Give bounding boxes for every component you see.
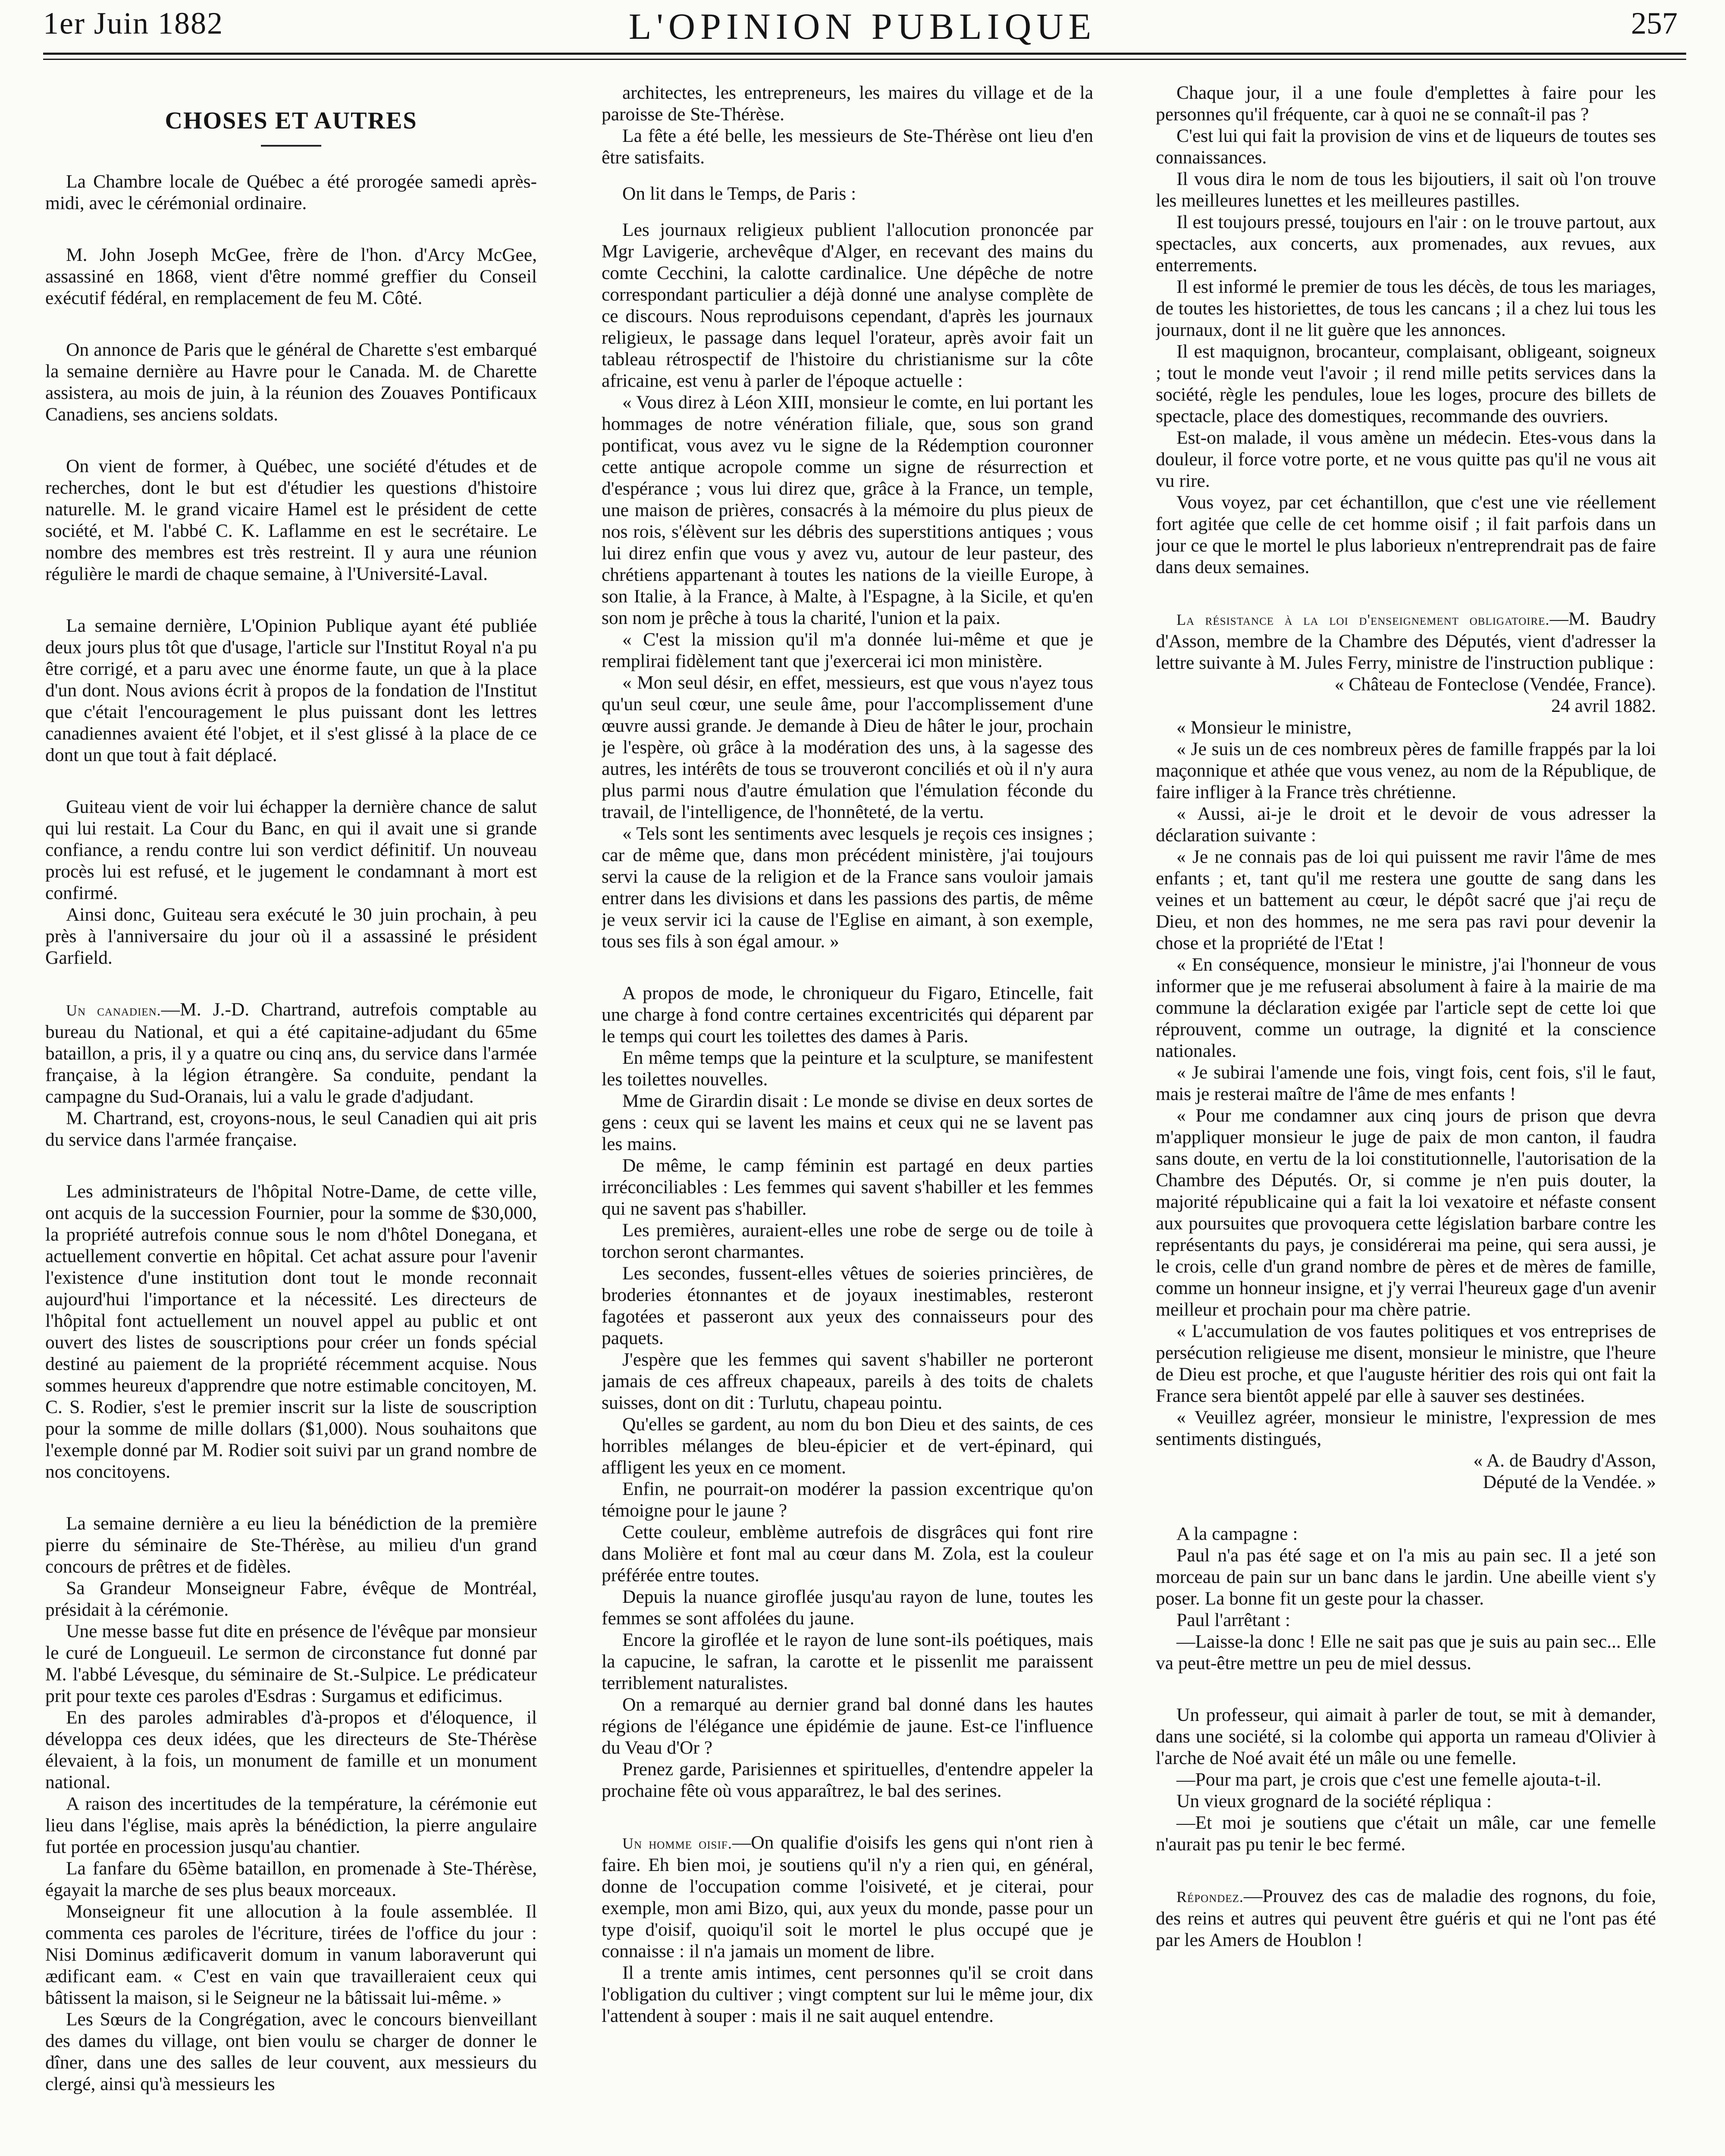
paragraph: La semaine dernière a eu lieu la bénédiction de la première pierre du séminaire de Ste-Thérèse, au milieu d'un grand concours de prêtres et de fidèles.: [45, 1513, 537, 1577]
paragraph: J'espère que les femmes qui savent s'habiller ne porteront jamais de ces affreux chapeaux, pareils à des toits de chalets suisses, dont on dit : Turlutu, chapeau pointu.: [602, 1349, 1093, 1413]
paragraph: Cette couleur, emblème autrefois de disgrâces qui font rire dans Molière et font mal au cœur dans M. Zola, est la couleur préférée entre toutes.: [602, 1522, 1093, 1586]
paragraph: Un professeur, qui aimait à parler de tout, se mit à demander, dans une société, si la colombe qui apporta un rameau d'Olivier à l'arche de Noé avait été un mâle ou une femelle.: [1156, 1705, 1656, 1768]
paragraph: Il est toujours pressé, toujours en l'air : on le trouve partout, aux spectacles, aux concerts, aux promenades, aux revues, aux enterrements.: [1156, 212, 1656, 276]
paragraph: Chaque jour, il a une foule d'emplettes à faire pour les personnes qu'il fréquente, car à quoi ne se connaît-il pas ?: [1156, 82, 1656, 125]
paragraph: On a remarqué au dernier grand bal donné dans les hautes régions de l'élégance une épidémie de jaune. Est-ce l'influence du Veau d'Or ?: [602, 1694, 1093, 1758]
letter-date: 24 avril 1882.: [1551, 696, 1656, 716]
paragraph: Il vous dira le nom de tous les bijoutiers, il sait où l'on trouve les meilleures lunettes et les meilleures pastilles.: [1156, 169, 1656, 211]
paragraph: En des paroles admirables d'à-propos et d'éloquence, il développa ces deux idées, que les directeurs de Ste-Thérèse élevaient, à la fois, un monument de famille et un monument national.: [45, 1707, 537, 1792]
news-item: [1156, 608, 1656, 674]
paragraph: « Aussi, ai-je le droit et le devoir de vous adresser la déclaration suivante :: [1156, 803, 1656, 846]
paragraph: « Pour me condamner aux cinq jours de prison que devra m'appliquer monsieur le juge de paix de mon canton, il faudra sans doute, en vertu de la loi constitutionnelle, l'autorisation de la Chambre des Députés. Or, si comme je n'en puis douter, la majorité républicaine qui a fait la loi vexatoire et néfaste consent aux poursuites que provoquera cette législation barbare contre les représentants du pays, je considérerai ma peine, qui sera aussi, je le crois, celle d'un grand nombre de pères et de mères de famille, comme un honneur insigne, et j'y verrai l'heureux gage d'un avenir meilleur et prochain pour ma chère patrie.: [1156, 1105, 1656, 1320]
paragraph: La fête a été belle, les messieurs de Ste-Thérèse ont lieu d'en être satisfaits.: [602, 125, 1093, 168]
paragraph: Encore la giroflée et le rayon de lune sont-ils poétiques, mais la capucine, le safran, la carotte et le pissenlit me paraissent terriblement naturalistes.: [602, 1630, 1093, 1693]
paragraph: M. John Joseph McGee, frère de l'hon. d'Arcy McGee, assassiné en 1868, vient d'être nommé greffier du Conseil exécutif fédéral, en remplacement de feu M. Côté.: [45, 244, 537, 308]
paragraph: Une messe basse fut dite en présence de l'évêque par monsieur le curé de Longueuil. Le sermon de circonstance fut donné par M. l'abbé Lévesque, du séminaire de St.-Sulpice. Le prédicateur prit pour texte ces paroles d'Esdras : Surgamus et edificimus.: [45, 1621, 537, 1706]
paragraph: Les premières, auraient-elles une robe de serge ou de toile à torchon seront charmantes.: [602, 1220, 1093, 1262]
paragraph: « Mon seul désir, en effet, messieurs, est que vous n'ayez tous qu'un seul cœur, une seule âme, pour l'accomplissement d'une œuvre aussi grande. Je demande à Dieu de hâter le jour, prochain je l'espère, où grâce à la modération des uns, à la sagesse des autres, les intérêts de tous se trouveront conciliés et où il n'y aura plus parmi nous d'autre émulation que l'émulation féconde du travail, de l'intelligence, de l'honnêteté, de la vertu.: [602, 672, 1093, 822]
paragraph: « L'accumulation de vos fautes politiques et vos entreprises de persécution religieuse me disent, monsieur le ministre, que l'heure de Dieu est proche, et que l'auguste héritier des rois qui ont fait la France sera bientôt appelé par elle à sauver ses destinées.: [1156, 1321, 1656, 1406]
paragraph: Prenez garde, Parisiennes et spirituelles, d'entendre appeler la prochaine fête où vous apparaîtrez, le bal des serines.: [602, 1759, 1093, 1801]
paragraph: En même temps que la peinture et la sculpture, se manifestent les toilettes nouvelles.: [602, 1047, 1093, 1090]
item-lead: Un homme oisif.: [622, 1835, 732, 1852]
column-2: [602, 82, 1093, 2156]
paragraph: On vient de former, à Québec, une société d'études et de recherches, dont le but est d'étudier les questions d'histoire naturelle. M. le grand vicaire Hamel est le président de cette société, et M. l'abbé C. K. Laflamme en est le secrétaire. Le nombre des membres est très restreint. Il y aura une réunion régulière le mardi de chaque semaine, à l'Université-Laval.: [45, 456, 537, 584]
item-lead: Un canadien.: [66, 1002, 161, 1019]
header-rule: [43, 53, 1686, 55]
paragraph: Sa Grandeur Monseigneur Fabre, évêque de Montréal, présidait à la cérémonie.: [45, 1578, 537, 1620]
news-item: [1156, 1885, 1656, 1951]
paragraph: C'est lui qui fait la provision de vins et de liqueurs de toutes ses connaissances.: [1156, 125, 1656, 168]
news-item: [602, 1832, 1093, 1962]
paragraph: Les journaux religieux publient l'allocution prononcée par Mgr Lavigerie, archevêque d'Alger, en recevant des mains du comte Cecchini, la calotte cardinalice. Une dépêche de notre correspondant particulier a déjà donné une analyse complète de ce discours. Nous reproduisons cependant, d'après les journaux religieux, le passage dans lequel l'orateur, après avoir fait un tableau rétrospectif de l'histoire du christianisme sur la côte africaine, est venu à parler de l'époque actuelle :: [602, 219, 1093, 391]
paragraph: On annonce de Paris que le général de Charette s'est embarqué la semaine dernière au Havre pour le Canada. M. de Charette assistera, au mois de juin, à la réunion des Zouaves Pontificaux Canadiens, ses anciens soldats.: [45, 339, 537, 425]
paragraph: —Pour ma part, je crois que c'est une femelle ajouta-t-il.: [1176, 1769, 1602, 1790]
paragraph: Il est informé le premier de tous les décès, de tous les mariages, de toutes les historiettes, de tous les cancans ; il a chez lui tous les journaux, dont il ne lit guère que les annonces.: [1156, 276, 1656, 340]
item-lead: Répondez.: [1176, 1888, 1244, 1905]
paragraph: Il a trente amis intimes, cent personnes qu'il se croit dans l'obligation du cultiver ; vingt comptent sur lui le même jour, dix l'attendent à souper : mais il ne sait auquel entendre.: [602, 1962, 1093, 2026]
section-title-rule: [261, 145, 321, 147]
paragraph: Vous voyez, par cet échantillon, que c'est une vie réellement fort agitée que celle de cet homme oisif ; il fait parfois dans un jour ce que le mortel le plus laborieux n'entreprendrait pas de faire dans deux semaines.: [1156, 492, 1656, 577]
paragraph: A la campagne :: [1176, 1523, 1298, 1544]
paragraph: Les Sœurs de la Congrégation, avec le concours bienveillant des dames du village, ont bien voulu se charger de donner le dîner, dans une des salles de leur couvent, aux messieurs du clergé, ainsi qu'à messieurs les: [45, 2009, 537, 2094]
paragraph: Mme de Girardin disait : Le monde se divise en deux sortes de gens : ceux qui se lavent les mains et ceux qui ne se lavent pas les mains.: [602, 1091, 1093, 1154]
paragraph: A raison des incertitudes de la température, la cérémonie eut lieu dans l'église, mais après la bénédiction, la pierre angulaire fut portée en procession jusqu'au chantier.: [45, 1793, 537, 1857]
paragraph: « Je subirai l'amende une fois, vingt fois, cent fois, s'il le faut, mais je resterai maître de l'âme de mes enfants !: [1156, 1062, 1656, 1104]
paragraph: Les administrateurs de l'hôpital Notre-Dame, de cette ville, ont acquis de la succession Fournier, pour la somme de $30,000, la propriété autrefois connue sous le nom d'hôtel Donegana, et actuellement convertie en hôpital. Cet achat assure pour l'avenir l'existence d'une institution dont tout le monde reconnait aujourd'hui l'importance et la nécessité. Les directeurs de l'hôpital font actuellement un nouvel appel au public et ont ouvert des listes de souscriptions pour créer un fonds spécial destiné au paiement de la propriété récemment acquise. Nous sommes heureux d'apprendre que notre estimable concitoyen, M. C. S. Rodier, s'est le premier inscrit sur la liste de souscription pour la somme de mille dollars ($1,000). Nous souhaitons que l'exemple donné par M. Rodier soit suivi par un grand nombre de nos concitoyens.: [45, 1181, 537, 1482]
paragraph: Monseigneur fit une allocution à la foule assemblée. Il commenta ces paroles de l'écriture, tirées de l'office du jour : Nisi Dominus ædificaverit domum in vanum laboraverunt qui ædificant eam. « C'est en vain que travailleraient ceux qui bâtissent la maison, si le Seigneur ne la bâtissait lui-même. »: [45, 1901, 537, 2008]
letter-signature: « A. de Baudry d'Asson,: [1473, 1450, 1656, 1471]
paragraph: « Je suis un de ces nombreux pères de famille frappés par la loi maçonnique et athée que vous venez, au nom de la République, de faire infliger à la France très chrétienne.: [1156, 739, 1656, 802]
paragraph: La Chambre locale de Québec a été prorogée samedi après-midi, avec le cérémonial ordinaire.: [45, 171, 537, 213]
masthead: L'OPINION PUBLIQUE: [628, 6, 1097, 47]
paragraph: La semaine dernière, L'Opinion Publique ayant été publiée deux jours plus tôt que d'usage, l'article sur l'Institut Royal n'a pu être corrigé, et a paru avec une énorme faute, un que à la place d'un dont. Nous avions écrit à propos de la fondation de l'Institut que c'était l'encouragement le plus puissant dont les lettres canadiennes avaient été l'objet, et il s'est glissé à la place de ce dont un que tout à fait déplacé.: [45, 615, 537, 765]
item-lead: La résistance à la loi d'enseignement obligatoire.: [1176, 611, 1550, 628]
letter-place: « Château de Fonteclose (Vendée, France).: [1334, 674, 1656, 695]
paragraph: « Veuillez agréer, monsieur le ministre, l'expression de mes sentiments distingués,: [1156, 1407, 1656, 1449]
paragraph: A propos de mode, le chroniqueur du Figaro, Etincelle, fait une charge à fond contre certaines excentricités qui déparent par le temps qui court les toilettes des dames à Paris.: [602, 983, 1093, 1047]
item-body: —M. J.-D. Chartrand, autrefois comptable au bureau du National, et qui a été capitaine-adjudant du 65me bataillon, a pris, il y a quatre ou cinq ans, du service dans l'armée française, à la légion étrangère. Sa conduite, pendant la campagne du Sud-Oranais, lui a valu le grade d'adjudant.: [45, 999, 537, 1107]
column-1: [45, 82, 537, 2156]
paragraph: —Laisse-la donc ! Elle ne sait pas que je suis au pain sec... Elle va peut-être mettre un peu de miel dessus.: [1156, 1631, 1656, 1673]
item-body: —On qualifie d'oisifs les gens qui n'ont rien à faire. Eh bien moi, je soutiens qu'il n'y a rien qui, en général, donne de l'occupation comme l'oisiveté, et je citerai, pour exemple, mon ami Bizo, qui, aux yeux du monde, passe pour un type d'oisif, quoiqu'il soit le mortel le plus occupé que je connaisse : il n'a jamais un moment de libre.: [602, 1832, 1093, 1962]
page-number: 257: [1631, 6, 1678, 41]
paragraph: Ainsi donc, Guiteau sera exécuté le 30 juin prochain, à peu près à l'anniversaire du jour où il a assassiné le président Garfield.: [45, 904, 537, 968]
paragraph: « Tels sont les sentiments avec lesquels je reçois ces insignes ; car de même que, dans mon précédent ministère, j'ai toujours servi la cause de la religion et de la France sans vouloir jamais entrer dans les divisions et dans les passions des partis, de même je veux servir ici la cause de l'Eglise en aimant, à son exemple, tous ses fils à son égal amour. »: [602, 823, 1093, 952]
news-item: [45, 999, 537, 1107]
column-3: [1156, 82, 1656, 2156]
paragraph: —Et moi je soutiens que c'était un mâle, car une femelle n'aurait pas pu tenir le bec fermé.: [1156, 1812, 1656, 1855]
paragraph: Qu'elles se gardent, au nom du bon Dieu et des saints, de ces horribles mélanges de bleu-épicier et de vert-épinard, qui affligent les yeux en ce moment.: [602, 1414, 1093, 1478]
paragraph: Paul l'arrêtant :: [1176, 1610, 1290, 1630]
paragraph: Guiteau vient de voir lui échapper la dernière chance de salut qui lui restait. La Cour du Banc, en qui il avait une si grande confiance, a rendu contre lui son verdict définitif. Un nouveau procès lui est refusé, et le jugement le condamnant à mort est confirmé.: [45, 796, 537, 903]
paragraph: Est-on malade, il vous amène un médecin. Etes-vous dans la douleur, il force votre porte, et ne vous quitte pas qu'il ne vous ait vu rire.: [1156, 427, 1656, 491]
paragraph: architectes, les entrepreneurs, les maires du village et de la paroisse de Ste-Thérèse.: [602, 82, 1093, 125]
source-line: On lit dans le Temps, de Paris :: [622, 183, 856, 204]
paragraph: De même, le camp féminin est partagé en deux parties irréconciliables : Les femmes qui savent s'habiller et les femmes qui ne savent pas s'habiller.: [602, 1155, 1093, 1219]
paragraph: « En conséquence, monsieur le ministre, j'ai l'honneur de vous informer que je me refuserai absolument à faire à la mairie de ma commune la déclaration exigée par l'article sept de cette loi que réprouvent, comme un outrage, la dignité et la conscience nationales.: [1156, 954, 1656, 1061]
paragraph: Il est maquignon, brocanteur, complaisant, obligeant, soigneux ; tout le monde veut l'avoir ; il rend mille petits services dans la société, règle les pendules, loue les loges, procure des billets de spectacle, place des domestiques, recommande des ouvriers.: [1156, 341, 1656, 426]
letter-signature-title: Député de la Vendée. »: [1483, 1472, 1656, 1492]
paragraph: La fanfare du 65ème bataillon, en promenade à Ste-Thérèse, égayait la marche de ses plus beaux morceaux.: [45, 1858, 537, 1900]
paragraph: « Je ne connais pas de loi qui puissent me ravir l'âme de mes enfants ; et, tant qu'il me restera une goutte de sang dans les veines et un battement au cœur, le dépôt sacré que j'ai reçu de Dieu, et non des hommes, ne me sera pas ravi pour devenir la chose et la propriété de l'Etat !: [1156, 846, 1656, 953]
paragraph: « C'est la mission qu'il m'a donnée lui-même et que je remplirai fidèlement tant que j'exercerai ici mon ministère.: [602, 629, 1093, 671]
section-title: CHOSES ET AUTRES: [165, 107, 417, 134]
item-body: —Prouvez des cas de maladie des rognons, du foie, des reins et autres qui peuvent être guéris et qui ne l'ont pas été par les Amers de Houblon !: [1156, 1886, 1656, 1950]
issue-date: 1er Juin 1882: [43, 6, 223, 41]
paragraph: Depuis la nuance giroflée jusqu'au rayon de lune, toutes les femmes se sont affolées du jaune.: [602, 1586, 1093, 1629]
paragraph: Un vieux grognard de la société répliqua :: [1176, 1791, 1492, 1811]
item-body: —M. Baudry d'Asson, membre de la Chambre des Députés, vient d'adresser la lettre suivante à M. Jules Ferry, ministre de l'instruction publique :: [1156, 608, 1656, 673]
paragraph: M. Chartrand, est, croyons-nous, le seul Canadien qui ait pris du service dans l'armée française.: [45, 1108, 537, 1150]
letter-salutation: « Monsieur le ministre,: [1176, 717, 1352, 738]
paragraph: Paul n'a pas été sage et on l'a mis au pain sec. Il a jeté son morceau de pain sur un banc dans le jardin. Une abeille vient s'y poser. La bonne fit un geste pour la chasser.: [1156, 1545, 1656, 1609]
header-rule-thin: [43, 59, 1686, 60]
paragraph: Les secondes, fussent-elles vêtues de soieries princières, de broderies étonnantes et de joyaux inestimables, resteront fagotées et passeront aux yeux des connaisseurs pour des paquets.: [602, 1263, 1093, 1348]
paragraph: Enfin, ne pourrait-on modérer la passion excentrique qu'on témoigne pour le jaune ?: [602, 1479, 1093, 1521]
paragraph: « Vous direz à Léon XIII, monsieur le comte, en lui portant les hommages de notre vénération filiale, que, sous son grand pontificat, vous avez vu le signe de la Rédemption couronner cette antique acropole comme un signe de résurrection et d'espérance ; vous lui direz que, grâce à la France, un temple, une maison de prières, consacrés à la mémoire du plus pieux de nos rois, s'élèvent sur les débris des superstitions antiques ; vous lui direz enfin que vous y avez vu, autour de leur pasteur, des chrétiens appartenant à toutes les nations de la vieille Europe, à son Italie, à la France, à Malte, à l'Espagne, à la Sicile, et qu'en son nom je prêche à tous la charité, l'union et la paix.: [602, 392, 1093, 628]
